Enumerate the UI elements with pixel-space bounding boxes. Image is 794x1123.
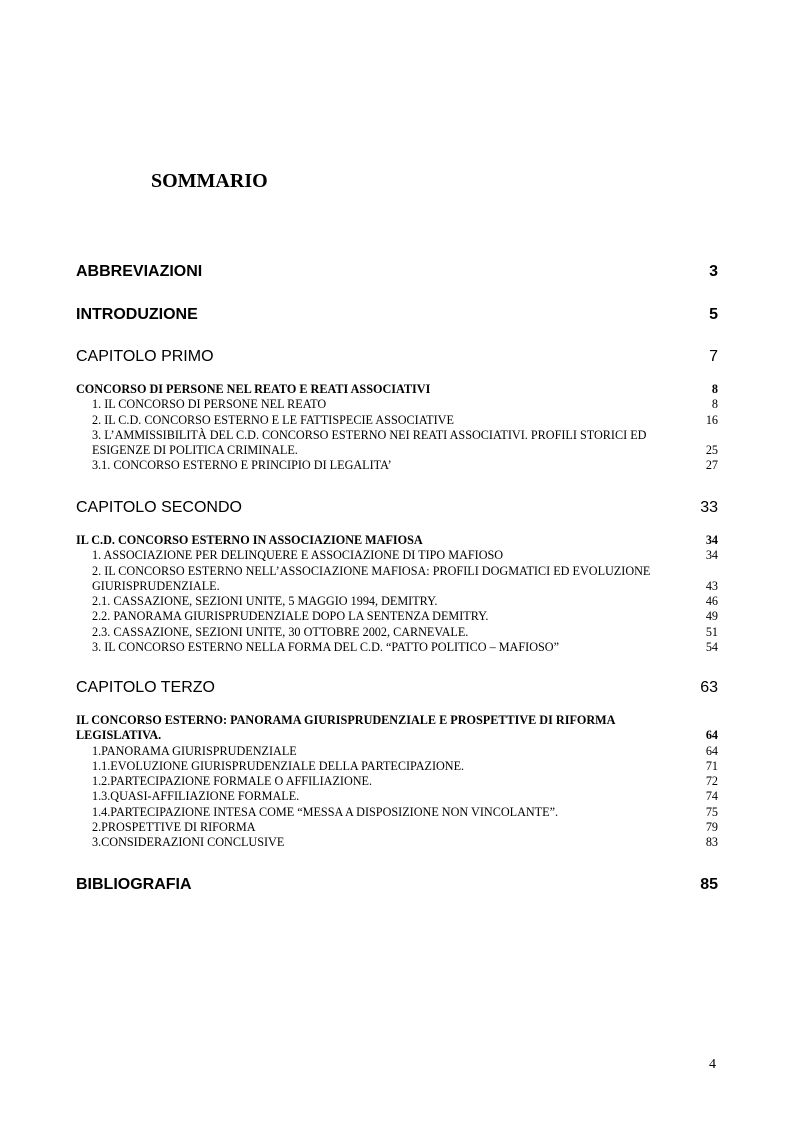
toc-section-chapter-1 [76, 382, 718, 474]
toc-label: BIBLIOGRAFIA [76, 876, 192, 893]
toc-label: 3.CONSIDERAZIONI CONCLUSIVE [92, 835, 285, 850]
toc-label: 1.3.QUASI-AFFILIAZIONE FORMALE. [92, 789, 300, 804]
toc-section-heading[interactable] [76, 382, 718, 397]
toc-page: 34 [705, 548, 718, 563]
toc-item[interactable] [76, 805, 718, 820]
toc-label: CAPITOLO PRIMO [76, 348, 214, 365]
toc-section-heading[interactable] [76, 713, 718, 744]
toc-section-chapter-2 [76, 533, 718, 655]
toc-label: IL C.D. CONCORSO ESTERNO IN ASSOCIAZIONE MAFIOSA [76, 533, 423, 547]
toc-label-line-1: 2. IL CONCORSO ESTERNO NELL’ASSOCIAZIONE MAFIOSA: PROFILI DOGMATICI ED EVOLUZIONE [92, 563, 651, 578]
toc-label-line-2: ESIGENZE DI POLITICA CRIMINALE. [92, 443, 298, 458]
toc-item[interactable] [76, 759, 718, 774]
toc-label: 2.3. CASSAZIONE, SEZIONI UNITE, 30 OTTOBRE 2002, CARNEVALE. [92, 624, 469, 639]
toc-page: 7 [709, 348, 718, 365]
toc-page: 64 [705, 743, 718, 758]
toc-item[interactable] [76, 458, 718, 473]
toc-page: 8 [711, 397, 718, 412]
toc-page: 34 [705, 533, 718, 547]
toc-page: 46 [705, 594, 718, 609]
toc-page: 16 [705, 412, 718, 427]
toc-label: ABBREVIAZIONI [76, 263, 203, 280]
toc-label: 1. IL CONCORSO DI PERSONE NEL REATO [92, 397, 327, 412]
toc-item[interactable] [76, 820, 718, 835]
toc-label: CAPITOLO SECONDO [76, 499, 242, 516]
toc-item[interactable] [76, 835, 718, 850]
toc-page: 74 [705, 789, 718, 804]
toc-entry-abbreviazioni[interactable] [76, 262, 718, 282]
toc-chapter-1[interactable] [76, 347, 718, 367]
toc-label: 1.1.EVOLUZIONE GIURISPRUDENZIALE DELLA PARTECIPAZIONE. [92, 758, 465, 773]
toc-item[interactable] [76, 774, 718, 789]
toc-item[interactable] [76, 548, 718, 563]
toc-label: 2.1. CASSAZIONE, SEZIONI UNITE, 5 MAGGIO 1994, DEMITRY. [92, 594, 438, 609]
toc-label-line-1: 3. L’AMMISSIBILITÀ DEL C.D. CONCORSO ESTERNO NEI REATI ASSOCIATIVI. PROFILI STORICI ED [92, 427, 647, 442]
toc-item[interactable] [76, 744, 718, 759]
toc-item[interactable] [76, 397, 718, 412]
toc-page: 3 [709, 263, 718, 280]
toc-page: 8 [711, 382, 718, 396]
toc-item[interactable] [76, 625, 718, 640]
toc-page: 5 [709, 306, 718, 323]
toc-page: 43 [705, 578, 718, 593]
toc-item[interactable] [76, 413, 718, 428]
toc-item[interactable] [76, 609, 718, 624]
toc-page: 27 [705, 458, 718, 473]
toc-page: 71 [705, 758, 718, 773]
toc-label: 1.4.PARTECIPAZIONE INTESA COME “MESSA A DISPOSIZIONE NON VINCOLANTE”. [92, 804, 559, 819]
toc-label-line-1: IL CONCORSO ESTERNO: PANORAMA GIURISPRUDENZIALE E PROSPETTIVE DI RIFORMA [76, 713, 616, 727]
toc-label-line-2: GIURISPRUDENZIALE. [92, 578, 220, 593]
toc-label: 1. ASSOCIAZIONE PER DELINQUERE E ASSOCIAZIONE DI TIPO MAFIOSO [92, 548, 504, 563]
toc-item[interactable] [76, 594, 718, 609]
page-number: 4 [709, 1057, 716, 1072]
toc-entry-bibliografia[interactable] [76, 875, 718, 895]
toc-label: CONCORSO DI PERSONE NEL REATO E REATI ASSOCIATIVI [76, 382, 431, 396]
toc-entry-introduzione[interactable] [76, 305, 718, 325]
toc-label: 1.2.PARTECIPAZIONE FORMALE O AFFILIAZIONE. [92, 774, 373, 789]
toc-chapter-3[interactable] [76, 678, 718, 698]
toc-label: INTRODUZIONE [76, 306, 198, 323]
toc-label: CAPITOLO TERZO [76, 679, 215, 696]
toc-page: 63 [700, 679, 718, 696]
toc-label: 3.1. CONCORSO ESTERNO E PRINCIPIO DI LEGALITA’ [92, 458, 392, 473]
toc-label: 1.PANORAMA GIURISPRUDENZIALE [92, 743, 297, 758]
toc-item[interactable] [76, 789, 718, 804]
toc-chapter-2[interactable] [76, 498, 718, 518]
toc-item[interactable] [76, 428, 718, 459]
toc-page: 33 [700, 499, 718, 516]
toc-page: 54 [705, 640, 718, 655]
toc-page: 72 [705, 774, 718, 789]
toc-label: 2.2. PANORAMA GIURISPRUDENZIALE DOPO LA SENTENZA DEMITRY. [92, 609, 489, 624]
toc-page: 75 [705, 804, 718, 819]
page-title: SOMMARIO [151, 170, 268, 192]
toc-page: 64 [705, 728, 718, 743]
toc-page: 49 [705, 609, 718, 624]
toc-label-line-2: LEGISLATIVA. [76, 728, 162, 743]
toc-item[interactable] [76, 564, 718, 595]
toc-page: 25 [705, 443, 718, 458]
toc-item[interactable] [76, 640, 718, 655]
toc-page: 79 [705, 820, 718, 835]
toc-page: 85 [700, 876, 718, 893]
toc-label: 3. IL CONCORSO ESTERNO NELLA FORMA DEL C.D. “PATTO POLITICO – MAFIOSO” [92, 640, 559, 655]
toc-page: 83 [705, 835, 718, 850]
toc-label: 2.PROSPETTIVE DI RIFORMA [92, 820, 256, 835]
toc-section-chapter-3 [76, 713, 718, 851]
toc-label: 2. IL C.D. CONCORSO ESTERNO E LE FATTISPECIE ASSOCIATIVE [92, 412, 454, 427]
toc-page: 51 [705, 624, 718, 639]
toc-section-heading[interactable] [76, 533, 718, 548]
